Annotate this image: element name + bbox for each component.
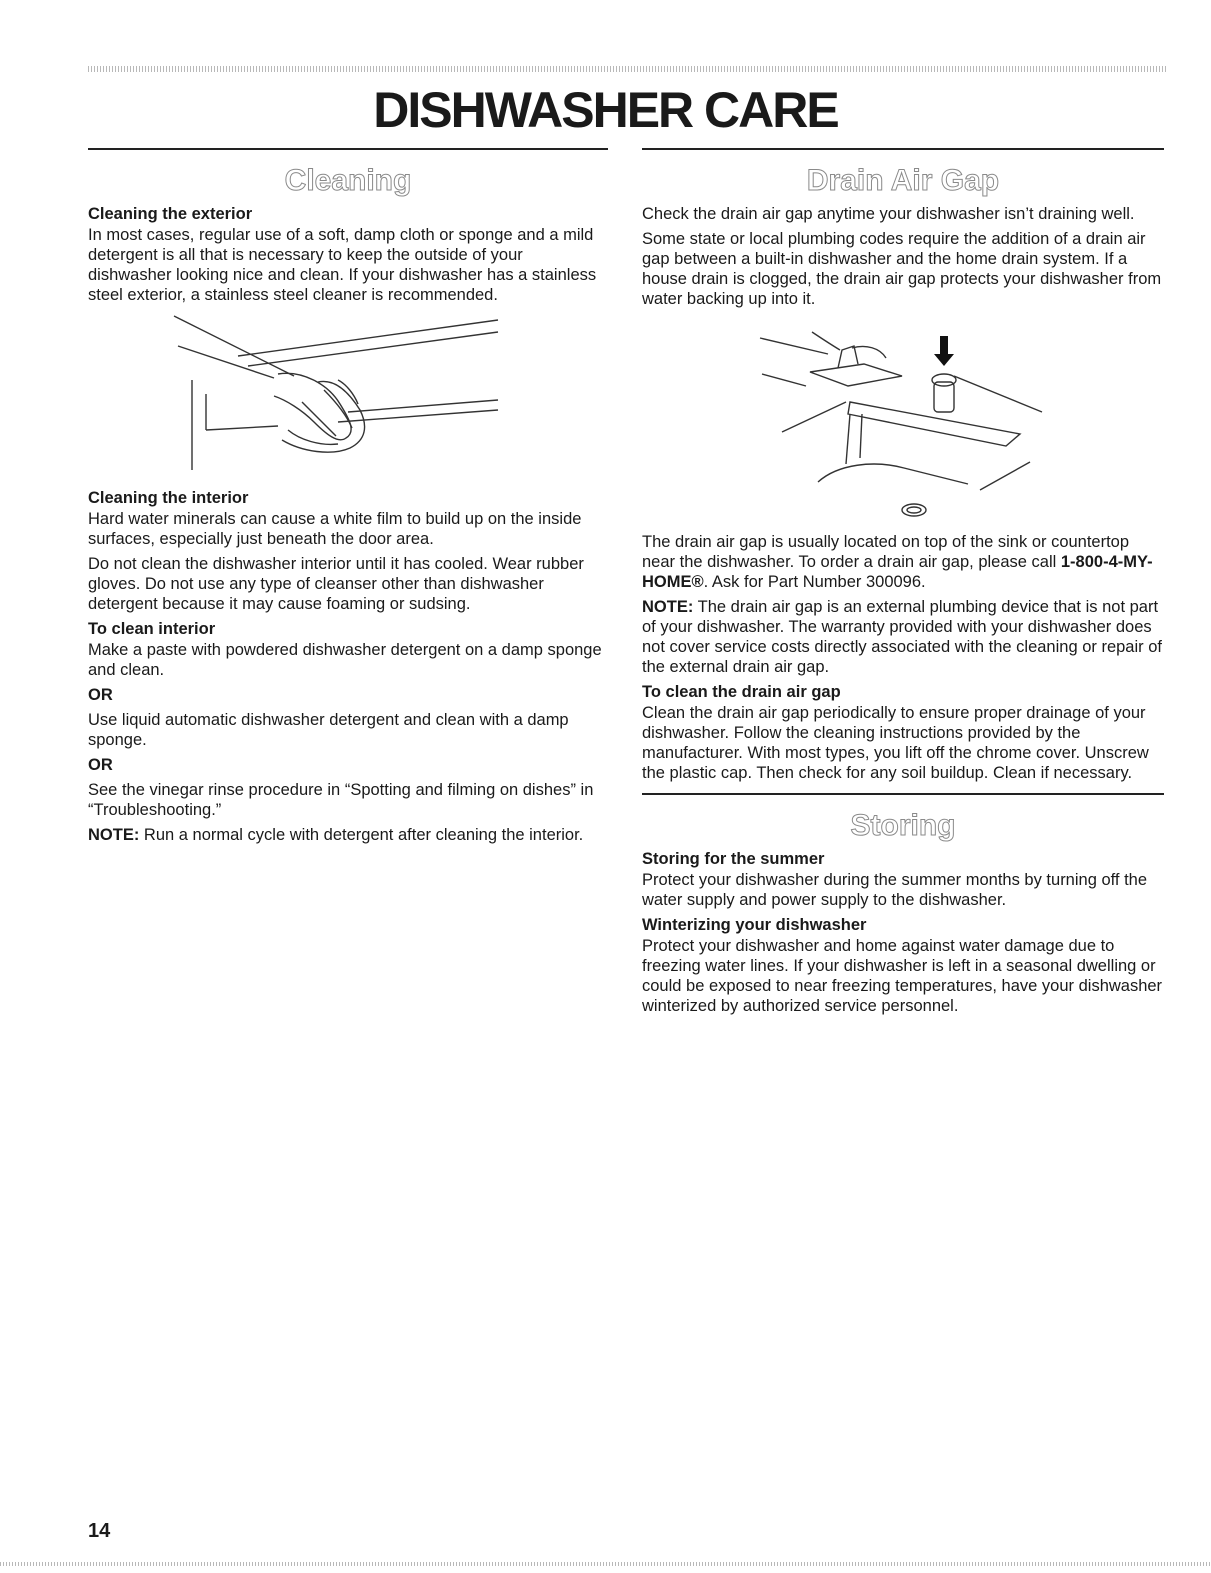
interior-heading: Cleaning the interior [88, 489, 249, 507]
storing-title: Storing [850, 809, 956, 842]
note-label: NOTE: [642, 598, 694, 616]
clean-air-gap-text: Clean the drain air gap periodically to ensure proper drainage of your dishwasher. Follow the cleaning instructions provided by the manufacturer. With most types, you lift off the chrome cover. Unscrew the plastic cap. Then check for any soil buildup. Clean if necessary. [642, 704, 1149, 782]
to-clean-step-2: Use liquid automatic dishwasher detergent and clean with a damp sponge. [88, 711, 569, 749]
page-number: 14 [88, 1520, 111, 1542]
page-title: DISHWASHER CARE [373, 82, 838, 138]
clean-air-gap-heading: To clean the drain air gap [642, 683, 841, 701]
air-gap-paragraph-2: Some state or local plumbing codes require the addition of a drain air gap between a built-in dishwasher and the home drain system. If a house drain is clogged, the drain air gap protects your dishwasher from water backing up into it. [642, 230, 1162, 308]
winterizing-heading: Winterizing your dishwasher [642, 916, 867, 934]
section-divider [642, 793, 1164, 795]
winterizing-text: Protect your dishwasher and home against water damage due to freezing water lines. If your dishwasher is left in a seasonal dwelling or could be exposed to near freezing temperatures, have your dishwasher winterized by authorized service personnel. [642, 937, 1163, 1015]
section-divider [88, 148, 608, 150]
note-text: The drain air gap is an external plumbing device that is not part of your dishwasher. The warranty provided with your dishwasher does not cover service costs directly associated with the cleaning or repair of the external drain air gap. [642, 598, 1162, 676]
exterior-heading: Cleaning the exterior [88, 205, 253, 223]
air-gap-order-text: The drain air gap is usually located on top of the sink or countertop near the dishwasher. To order a drain air gap, please call [642, 533, 1130, 571]
air-gap-paragraph-1: Check the drain air gap anytime your dishwasher isn’t draining well. [642, 205, 1135, 223]
section-divider [642, 148, 1164, 150]
air-gap-paragraph-3 [642, 532, 1164, 592]
top-dotted-rule [88, 66, 1166, 72]
interior-paragraph-1: Hard water minerals can cause a white film to build up on the inside surfaces, especially just beneath the door area. [88, 510, 582, 548]
exterior-text: In most cases, regular use of a soft, damp cloth or sponge and a mild detergent is all that is necessary to keep the outside of your dishwasher looking nice and clean. If your dishwasher has a stainless steel exterior, a stainless steel cleaner is recommended. [88, 226, 597, 304]
order-phone-number: 1-800-4-MY-HOME® [642, 553, 1153, 591]
note-label: NOTE: [88, 826, 140, 844]
bottom-dotted-rule [0, 1562, 1211, 1566]
interior-paragraph-2: Do not clean the dishwasher interior until it has cooled. Wear rubber gloves. Do not use any type of cleanser other than dishwasher detergent because it may cause foaming or sudsing. [88, 555, 584, 613]
to-clean-step-1: Make a paste with powdered dishwasher detergent on a damp sponge and clean. [88, 641, 602, 679]
or-separator: OR [88, 686, 113, 704]
part-number-text: . Ask for Part Number 300096. [703, 573, 926, 591]
or-separator: OR [88, 756, 113, 774]
note-text: Run a normal cycle with detergent after cleaning the interior. [139, 826, 584, 844]
summer-heading: Storing for the summer [642, 850, 825, 868]
wiping-exterior-illustration [88, 310, 608, 488]
drain-air-gap-section [642, 148, 1164, 1021]
air-gap-note [642, 597, 1164, 677]
to-clean-interior-heading: To clean interior [88, 620, 216, 638]
cleaning-title: Cleaning [284, 164, 412, 197]
sink-air-gap-illustration [642, 314, 1164, 532]
summer-text: Protect your dishwasher during the summer months by turning off the water supply and power supply to the dishwasher. [642, 871, 1148, 909]
cleaning-note [88, 825, 608, 845]
cleaning-section [88, 148, 608, 850]
to-clean-step-3: See the vinegar rinse procedure in “Spotting and filming on dishes” in “Troubleshooting.” [88, 781, 594, 819]
drain-air-gap-title: Drain Air Gap [806, 164, 1000, 197]
